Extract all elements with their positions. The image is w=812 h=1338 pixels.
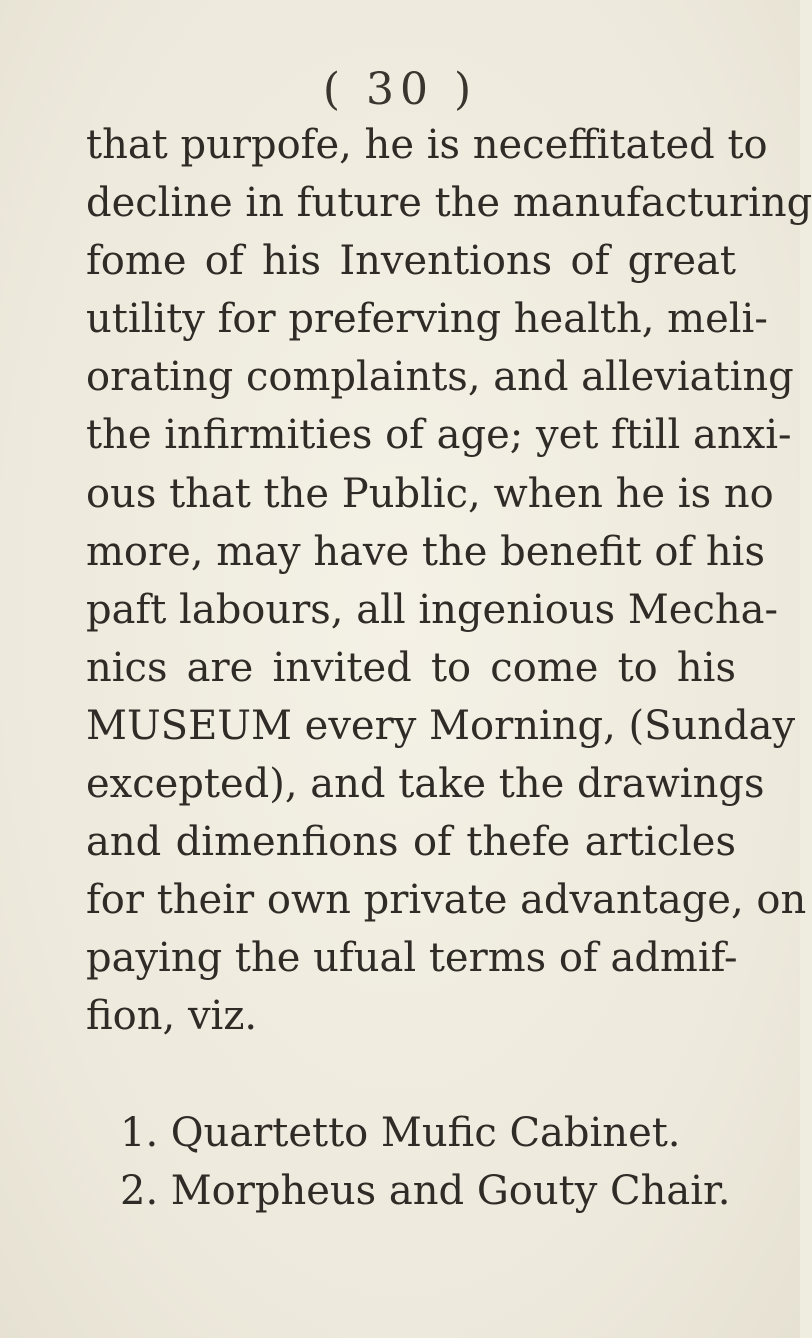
text-line: utility for preferving health, meli- (86, 296, 768, 343)
inventions-list (120, 1104, 731, 1220)
body-paragraph (86, 116, 812, 1046)
text-line: more, may have the benefit of his (86, 528, 766, 575)
text-line: the infirmities of age; yet ftill anxi- (86, 412, 792, 459)
text-line: paying the ufual terms of admif- (86, 935, 738, 982)
text-line: orating complaints, and alleviating (86, 354, 794, 401)
text-line: for their own private advantage, on (86, 877, 807, 924)
text-line: nics are invited to come to his (86, 644, 736, 691)
text-line: and dimenfions of thefe articles (86, 819, 736, 866)
list-item-text: Quartetto Mufic Cabinet. (170, 1110, 681, 1156)
list-item-number: 2. (120, 1168, 159, 1214)
text-line: paft labours, all ingenious Mecha- (86, 586, 778, 633)
text-line: that purpofe, he is neceffitated to (86, 122, 768, 168)
text-line: ous that the Public, when he is no (86, 470, 774, 517)
list-item-number: 1. (120, 1110, 159, 1156)
text-line: decline in future the manufacturing (86, 180, 812, 227)
list-item (120, 1162, 731, 1220)
text-line: fome of his Inventions of great (86, 238, 736, 285)
page-number: ( 30 ) (322, 64, 478, 115)
list-item-text: Morpheus and Gouty Chair. (170, 1168, 731, 1214)
text-line: MUSEUM every Morning, (Sunday (86, 702, 796, 749)
text-line: excepted), and take the drawings (86, 761, 765, 808)
list-item (120, 1104, 720, 1162)
text-line: fion, viz. (86, 993, 258, 1040)
